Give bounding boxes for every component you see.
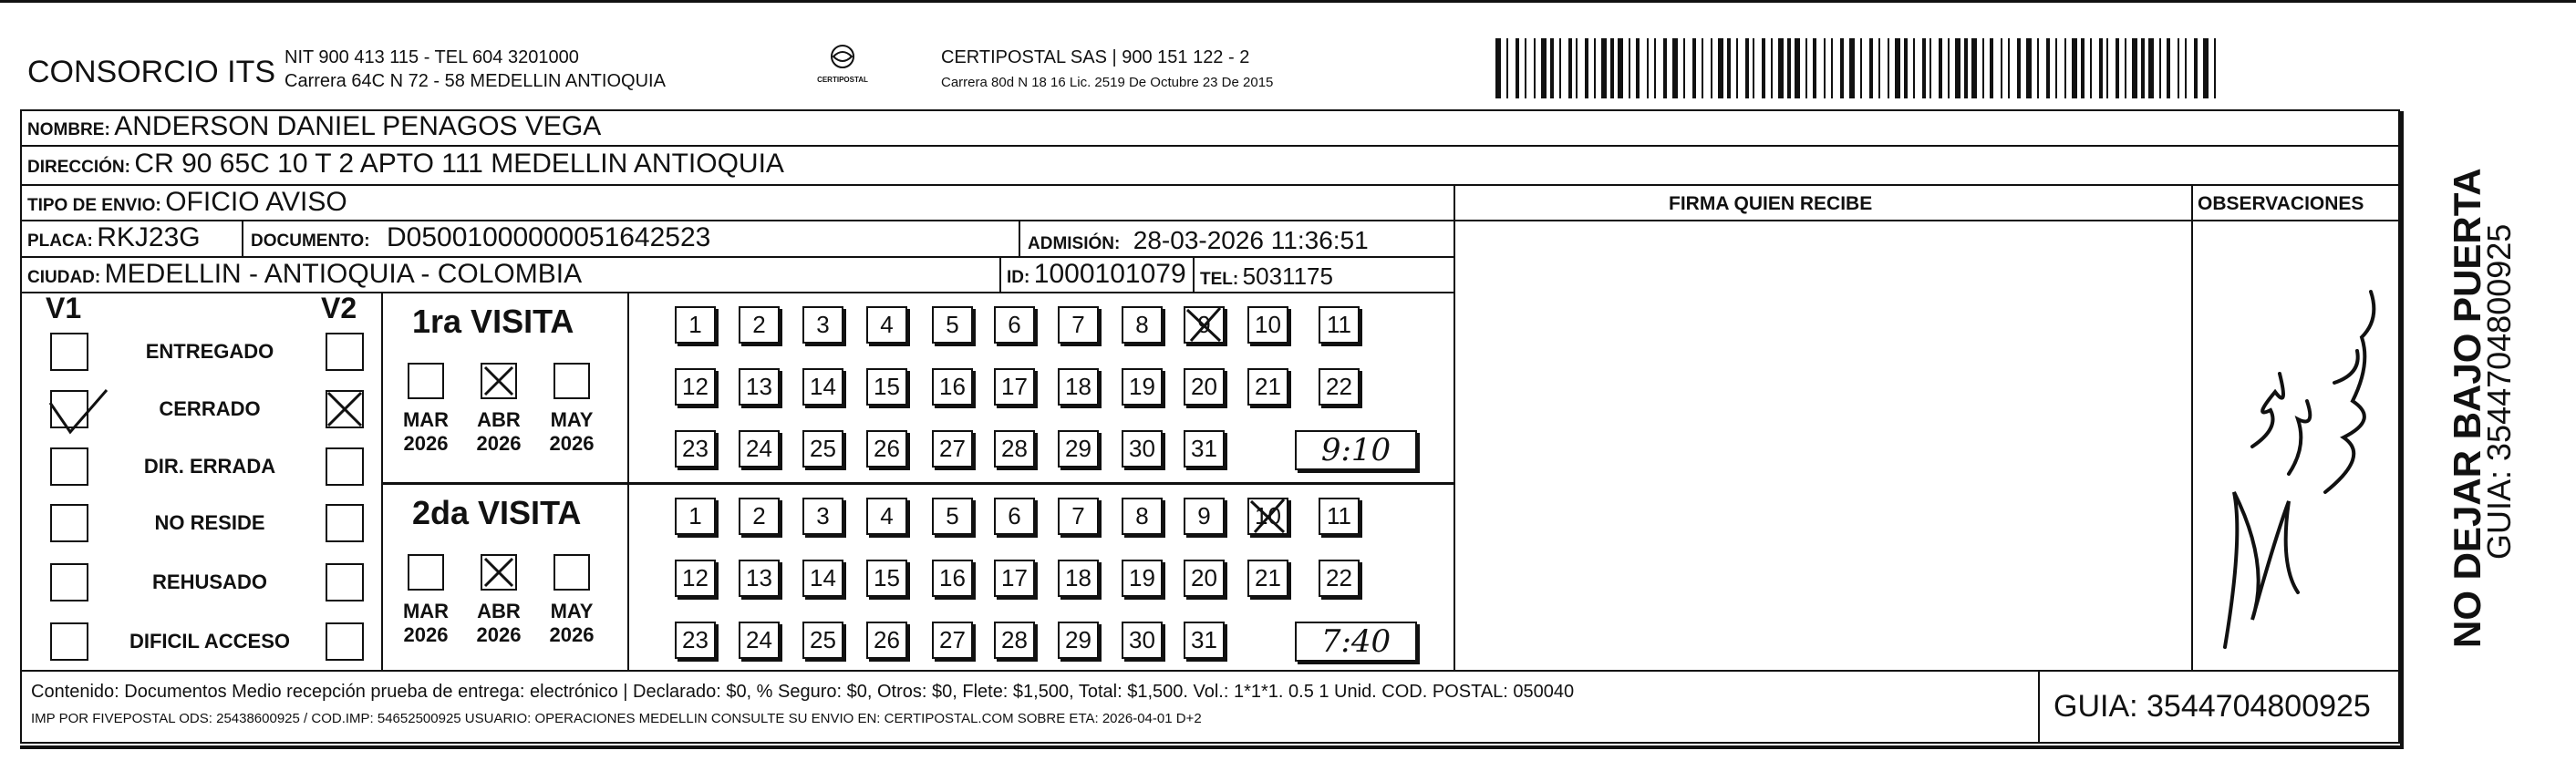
day-number: 3 — [816, 311, 830, 338]
barcode-bar — [2203, 38, 2209, 98]
day-cell[interactable] — [1184, 430, 1225, 468]
day-number: 26 — [874, 435, 900, 462]
address-line: Carrera 64C N 72 - 58 MEDELLIN ANTIOQUIA — [284, 71, 666, 91]
day-number: 2 — [752, 311, 766, 338]
barcode-bar — [1813, 38, 1816, 98]
barcode-bar — [2081, 38, 2085, 98]
day-cell[interactable] — [1122, 306, 1163, 344]
day-number: 14 — [810, 564, 836, 591]
day-cell[interactable] — [739, 498, 780, 535]
day-cell[interactable] — [1122, 622, 1163, 659]
barcode-bar — [1895, 38, 1900, 98]
day-number: 1 — [688, 502, 702, 529]
barcode-bar — [1904, 38, 1908, 98]
barcode-bar — [1636, 38, 1640, 98]
day-cell[interactable] — [802, 430, 843, 468]
id-row: ID: 1000101079 — [1007, 259, 1186, 289]
day-number: 31 — [1191, 435, 1217, 462]
day-cell[interactable] — [802, 560, 843, 597]
day-number: 21 — [1255, 564, 1281, 591]
day-number: 9 — [1197, 502, 1211, 529]
barcode-bar — [1745, 38, 1749, 98]
month-label — [467, 408, 531, 456]
ciudad-row: CIUDAD: MEDELLIN - ANTIOQUIA - COLOMBIA — [27, 259, 583, 289]
v1-label: V1 — [46, 292, 82, 324]
v1-checkbox[interactable] — [50, 333, 88, 371]
day-cell[interactable] — [802, 368, 843, 406]
day-number: 24 — [746, 626, 772, 653]
tipo-row: TIPO DE ENVIO: OFICIO AVISO — [27, 187, 347, 217]
contenido-line: Contenido: Documentos Medio recepción prueba de entrega: electrónico | Declarado: $0, % Seguro: $0, Otros: $0, Flete: $1,500, Total: $1,500. Vol.: 1*1*1. 0.5 1 Unid. COD. POSTAL: 050040 — [31, 682, 1575, 702]
barcode-bar — [1913, 38, 1915, 98]
barcode-bar — [1878, 38, 1880, 98]
barcode-bar — [2046, 38, 2050, 98]
barcode-bar — [2148, 38, 2154, 98]
day-cell[interactable] — [802, 622, 843, 659]
day-cell[interactable] — [1058, 306, 1099, 344]
day-cell[interactable] — [1122, 430, 1163, 468]
day-cell[interactable] — [1184, 368, 1225, 406]
barcode-bar — [1541, 38, 1547, 98]
barcode-bar — [2001, 38, 2002, 98]
barcode-bar — [1771, 38, 1773, 98]
day-cell[interactable] — [866, 368, 907, 406]
nombre-value: ANDERSON DANIEL PENAGOS VEGA — [114, 111, 602, 141]
day-number: 23 — [682, 626, 709, 653]
day-number: 18 — [1065, 373, 1091, 400]
barcode-bar — [1654, 38, 1656, 98]
admision-value: 28-03-2026 11:36:51 — [1133, 226, 1369, 254]
barcode-bar — [1948, 38, 1950, 98]
day-cell[interactable] — [739, 368, 780, 406]
barcode-bar — [1534, 38, 1536, 98]
day-number: 8 — [1135, 502, 1149, 529]
day-number: 7 — [1071, 502, 1085, 529]
month-name: MAY — [550, 600, 594, 622]
day-cell[interactable] — [994, 430, 1035, 468]
day-number: 27 — [939, 626, 966, 653]
month-label — [540, 408, 604, 456]
barcode-bar — [1824, 38, 1826, 98]
day-cell[interactable] — [675, 368, 716, 406]
day-number: 28 — [1001, 435, 1028, 462]
day-number: 20 — [1191, 564, 1217, 591]
barcode-bar — [2116, 38, 2119, 98]
barcode-bar — [1922, 38, 1926, 98]
direccion-value: CR 90 65C 10 T 2 APTO 111 MEDELLIN ANTIOQUIA — [134, 149, 784, 179]
day-number: 30 — [1129, 626, 1155, 653]
v1-checkbox[interactable] — [50, 447, 88, 486]
day-number: 4 — [880, 502, 894, 529]
barcode-bar — [1778, 38, 1784, 98]
barcode-bar — [1939, 38, 1942, 98]
footer-guia: GUIA: 3544704800925 — [2054, 689, 2371, 724]
day-cell[interactable] — [1319, 498, 1360, 535]
day-number: 29 — [1065, 435, 1091, 462]
status-label: DIR. ERRADA — [143, 455, 276, 478]
day-number: 6 — [1008, 502, 1021, 529]
barcode-bar — [1971, 38, 1977, 98]
day-number: 4 — [880, 311, 894, 338]
day-number: 29 — [1065, 626, 1091, 653]
barcode-bar — [1860, 38, 1862, 98]
barcode-bar — [2099, 38, 2103, 98]
barcode-bar — [1672, 38, 1678, 98]
month-checkbox[interactable] — [553, 363, 590, 399]
v2-checkbox[interactable] — [326, 333, 364, 371]
day-number: 24 — [746, 435, 772, 462]
nombre-row: NOMBRE: ANDERSON DANIEL PENAGOS VEGA — [27, 111, 602, 141]
month-year: 2026 — [403, 432, 449, 455]
documento-value: D05001000000051642523 — [387, 222, 711, 252]
day-cell[interactable] — [1319, 560, 1360, 597]
barcode-bar — [1787, 38, 1791, 98]
month-checkbox[interactable] — [481, 554, 517, 591]
nit-line: NIT 900 413 115 - TEL 604 3201000 — [284, 47, 579, 67]
month-year: 2026 — [549, 623, 595, 646]
barcode-bar — [2159, 38, 2161, 98]
day-number: 10 — [1255, 311, 1281, 338]
month-checkbox[interactable] — [408, 554, 444, 591]
barcode-bar — [1990, 38, 1993, 98]
barcode-bar — [1762, 38, 1765, 98]
day-cell[interactable] — [802, 306, 843, 344]
day-cell[interactable] — [994, 560, 1035, 597]
barcode-bar — [1869, 38, 1873, 98]
month-checkbox[interactable] — [553, 554, 590, 591]
day-number: 22 — [1326, 564, 1352, 591]
day-cell[interactable] — [1122, 498, 1163, 535]
barcode-bar — [1831, 38, 1833, 98]
x-mark-icon — [1247, 496, 1289, 536]
day-cell[interactable] — [994, 368, 1035, 406]
x-mark-icon — [481, 554, 517, 591]
barcode-bar — [1711, 38, 1712, 98]
month-year: 2026 — [403, 623, 449, 646]
no-dejar-warning: NO DEJAR BAJO PUERTA — [2446, 168, 2488, 648]
barcode-bar — [2132, 38, 2137, 98]
carrier-logo — [807, 44, 878, 84]
v1-checkbox[interactable] — [50, 622, 88, 661]
x-mark-icon — [326, 390, 364, 428]
day-cell[interactable] — [1058, 498, 1099, 535]
x-mark-icon — [1184, 304, 1226, 344]
v2-checkbox[interactable] — [326, 447, 364, 486]
barcode-bar — [1516, 38, 1519, 98]
barcode-bar — [1495, 38, 1501, 98]
day-cell[interactable] — [1247, 498, 1288, 535]
day-cell[interactable] — [1122, 560, 1163, 597]
v2-checkbox[interactable] — [326, 622, 364, 661]
day-cell[interactable] — [675, 498, 716, 535]
day-number: 8 — [1135, 311, 1149, 338]
day-number: 10 — [1255, 502, 1281, 529]
day-number: 13 — [746, 564, 772, 591]
day-number: 17 — [1001, 373, 1028, 400]
imp-line: IMP POR FIVEPOSTAL ODS: 25438600925 / COD.IMP: 54652500925 USUARIO: OPERACIONES MEDELLIN CONSULTE SU ENVIO EN: CERTIPOSTAL.COM SOBRE ETA: 2026-04-01 D+2 — [31, 711, 1202, 726]
day-number: 30 — [1129, 435, 1155, 462]
firma-label: FIRMA QUIEN RECIBE — [1669, 193, 1873, 214]
day-cell[interactable] — [866, 498, 907, 535]
day-number: 28 — [1001, 626, 1028, 653]
barcode-bar — [2008, 38, 2010, 98]
tel-value: 5031175 — [1242, 262, 1333, 290]
day-number: 11 — [1327, 311, 1351, 338]
day-cell[interactable] — [802, 498, 843, 535]
day-number: 25 — [810, 626, 836, 653]
barcode-bar — [1594, 38, 1596, 98]
day-cell[interactable] — [1122, 368, 1163, 406]
id-value: 1000101079 — [1033, 259, 1186, 289]
day-cell[interactable] — [739, 430, 780, 468]
barcode-bar — [1964, 38, 1968, 98]
day-number: 12 — [682, 564, 709, 591]
day-number: 22 — [1326, 373, 1352, 400]
check-mark-icon — [47, 385, 110, 439]
day-cell[interactable] — [675, 560, 716, 597]
barcode-bar — [2141, 38, 2145, 98]
day-number: 25 — [810, 435, 836, 462]
carrier-line: CERTIPOSTAL SAS | 900 151 122 - 2 — [941, 47, 1250, 67]
day-cell[interactable] — [932, 560, 973, 597]
day-cell[interactable] — [1058, 622, 1099, 659]
barcode — [1495, 38, 2225, 100]
day-cell[interactable] — [994, 306, 1035, 344]
barcode-bar — [1840, 38, 1844, 98]
barcode-bar — [1753, 38, 1754, 98]
day-cell[interactable] — [1184, 498, 1225, 535]
day-cell[interactable] — [1319, 306, 1360, 344]
status-label: REHUSADO — [152, 571, 267, 593]
day-cell[interactable] — [994, 622, 1035, 659]
status-label: NO RESIDE — [154, 511, 265, 534]
day-number: 7 — [1071, 311, 1085, 338]
day-cell[interactable] — [739, 560, 780, 597]
day-cell[interactable] — [994, 498, 1035, 535]
v1-checkbox[interactable] — [50, 390, 88, 428]
day-number: 14 — [810, 373, 836, 400]
month-year: 2026 — [549, 432, 595, 455]
day-number: 18 — [1065, 564, 1091, 591]
barcode-bar — [1663, 38, 1667, 98]
barcode-bar — [2185, 38, 2187, 98]
day-cell[interactable] — [1184, 306, 1225, 344]
company-name: CONSORCIO ITS — [27, 55, 276, 89]
day-cell[interactable] — [1058, 430, 1099, 468]
barcode-bar — [1559, 38, 1561, 98]
day-cell[interactable] — [1058, 560, 1099, 597]
day-cell[interactable] — [932, 622, 973, 659]
carrier-address: Carrera 80d N 18 16 Lic. 2519 De Octubre 23 De 2015 — [941, 75, 1274, 90]
barcode-bar — [1647, 38, 1649, 98]
barcode-bar — [2214, 38, 2216, 98]
day-number: 5 — [946, 311, 959, 338]
day-cell[interactable] — [1184, 622, 1225, 659]
visit-time[interactable]: 7:40 — [1295, 622, 1417, 662]
barcode-bar — [1982, 38, 1984, 98]
barcode-bar — [1629, 38, 1630, 98]
barcode-bar — [2064, 38, 2066, 98]
month-label — [540, 600, 604, 647]
day-cell[interactable] — [932, 430, 973, 468]
month-label — [394, 408, 458, 456]
barcode-bar — [1929, 38, 1931, 98]
top-edge — [0, 0, 2576, 3]
day-number: 17 — [1001, 564, 1028, 591]
day-number: 19 — [1129, 373, 1155, 400]
day-cell[interactable] — [1247, 368, 1288, 406]
certipostal-logo-icon — [824, 44, 861, 71]
barcode-bar — [2037, 38, 2039, 98]
barcode-bar — [1888, 38, 1889, 98]
handwritten-signature — [2188, 264, 2398, 665]
status-label: DIFICIL ACCESO — [129, 630, 290, 653]
v2-label: V2 — [321, 292, 357, 324]
day-number: 15 — [874, 373, 900, 400]
ciudad-value: MEDELLIN - ANTIOQUIA - COLOMBIA — [104, 259, 583, 289]
x-mark-icon — [481, 363, 517, 399]
barcode-bar — [2178, 38, 2179, 98]
day-number: 19 — [1129, 564, 1155, 591]
barcode-bar — [2125, 38, 2126, 98]
v2-checkbox[interactable] — [326, 390, 364, 428]
month-label — [394, 600, 458, 647]
v1-checkbox[interactable] — [50, 563, 88, 601]
day-cell[interactable] — [739, 306, 780, 344]
day-cell[interactable] — [866, 430, 907, 468]
month-name: ABR — [477, 408, 521, 431]
barcode-bar — [2055, 38, 2057, 98]
day-cell[interactable] — [866, 560, 907, 597]
barcode-bar — [1585, 38, 1588, 98]
day-cell[interactable] — [675, 622, 716, 659]
day-number: 12 — [682, 373, 709, 400]
day-number: 31 — [1191, 626, 1217, 653]
status-label: CERRADO — [159, 397, 261, 420]
barcode-bar — [1727, 38, 1731, 98]
barcode-bar — [1795, 38, 1800, 98]
day-cell[interactable] — [932, 368, 973, 406]
barcode-bar — [1568, 38, 1572, 98]
day-number: 16 — [939, 564, 966, 591]
barcode-bar — [1610, 38, 1614, 98]
day-cell[interactable] — [675, 306, 716, 344]
observaciones-label: OBSERVACIONES — [2198, 193, 2364, 214]
day-number: 26 — [874, 626, 900, 653]
day-number: 23 — [682, 435, 709, 462]
day-number: 13 — [746, 373, 772, 400]
day-cell[interactable] — [866, 622, 907, 659]
day-cell[interactable] — [1247, 306, 1288, 344]
tipo-value: OFICIO AVISO — [165, 187, 347, 217]
barcode-bar — [2194, 38, 2198, 98]
day-cell[interactable] — [932, 306, 973, 344]
month-name: MAR — [402, 600, 450, 622]
day-cell[interactable] — [1058, 368, 1099, 406]
barcode-bar — [1736, 38, 1738, 98]
month-year: 2026 — [476, 623, 522, 646]
barcode-bar — [1506, 38, 1508, 98]
barcode-bar — [1525, 38, 1526, 98]
day-number: 11 — [1327, 502, 1351, 529]
month-checkbox[interactable] — [408, 363, 444, 399]
month-checkbox[interactable] — [481, 363, 517, 399]
month-name: MAR — [402, 408, 450, 431]
day-cell[interactable] — [932, 498, 973, 535]
placa-row: PLACA: RKJ23G — [27, 222, 201, 252]
barcode-bar — [2026, 38, 2032, 98]
barcode-bar — [1601, 38, 1607, 98]
status-label: ENTREGADO — [145, 340, 274, 363]
visit-time[interactable]: 9:10 — [1295, 430, 1417, 470]
day-number: 21 — [1255, 373, 1281, 400]
barcode-bar — [2072, 38, 2077, 98]
v2-checkbox[interactable] — [326, 563, 364, 601]
barcode-bar — [2106, 38, 2108, 98]
day-number: 27 — [939, 435, 966, 462]
barcode-bar — [1692, 38, 1696, 98]
day-cell[interactable] — [1319, 368, 1360, 406]
month-label — [467, 600, 531, 647]
day-number: 1 — [688, 311, 702, 338]
direccion-row: DIRECCIÓN: CR 90 65C 10 T 2 APTO 111 MEDELLIN ANTIOQUIA — [27, 149, 784, 179]
day-cell[interactable] — [675, 430, 716, 468]
day-cell[interactable] — [739, 622, 780, 659]
barcode-bar — [1683, 38, 1685, 98]
barcode-bar — [1618, 38, 1623, 98]
barcode-bar — [2167, 38, 2170, 98]
day-cell[interactable] — [1247, 560, 1288, 597]
documento-row: DOCUMENTO: D05001000000051642523 — [251, 222, 711, 252]
day-number: 2 — [752, 502, 766, 529]
day-number: 3 — [816, 502, 830, 529]
day-number: 9 — [1197, 311, 1211, 338]
barcode-bar — [1550, 38, 1554, 98]
month-name: MAY — [550, 408, 594, 431]
barcode-bar — [1849, 38, 1855, 98]
visit-title: 1ra VISITA — [412, 303, 574, 340]
day-number: 20 — [1191, 373, 1217, 400]
day-number: 15 — [874, 564, 900, 591]
day-number: 16 — [939, 373, 966, 400]
visit-title: 2da VISITA — [412, 494, 582, 531]
day-number: 5 — [946, 502, 959, 529]
barcode-bar — [1702, 38, 1703, 98]
barcode-bar — [2090, 38, 2092, 98]
day-number: 6 — [1008, 311, 1021, 338]
logo-text: CERTIPOSTAL — [817, 76, 868, 84]
month-year: 2026 — [476, 432, 522, 455]
barcode-bar — [1718, 38, 1723, 98]
day-cell[interactable] — [866, 306, 907, 344]
v2-checkbox[interactable] — [326, 504, 364, 542]
day-cell[interactable] — [1184, 560, 1225, 597]
barcode-bar — [1955, 38, 1960, 98]
side-guia: GUIA: 3544704800925 — [2480, 223, 2518, 560]
v1-checkbox[interactable] — [50, 504, 88, 542]
month-name: ABR — [477, 600, 521, 622]
placa-value: RKJ23G — [97, 222, 201, 252]
tel-row: TEL: 5031175 — [1200, 262, 1333, 290]
admision-row: ADMISIÓN: 28-03-2026 11:36:51 — [1028, 226, 1369, 254]
barcode-bar — [1805, 38, 1807, 98]
barcode-bar — [1576, 38, 1578, 98]
barcode-bar — [2017, 38, 2021, 98]
